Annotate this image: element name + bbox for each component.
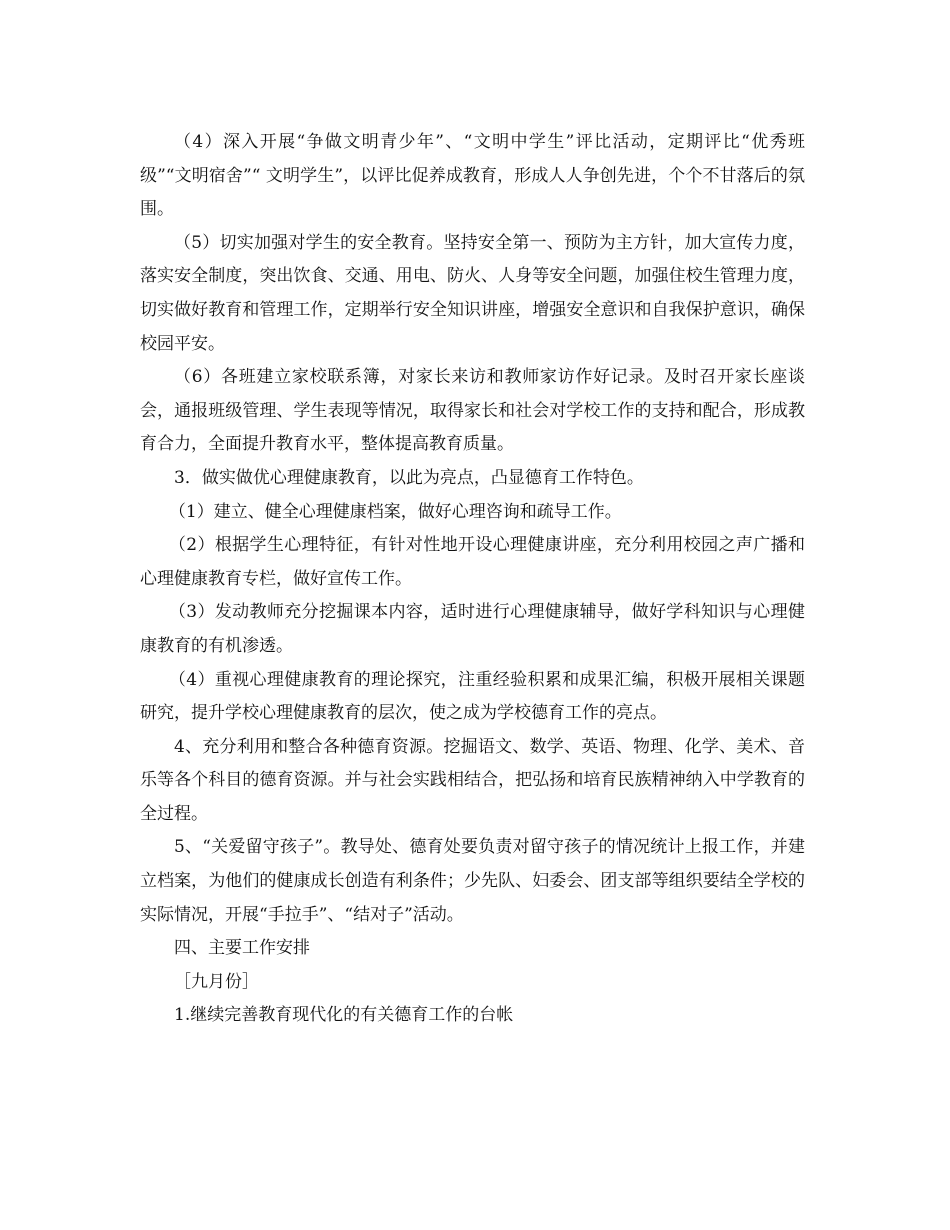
paragraph-teacher-guidance: （3）发动教师充分挖掘课本内容，适时进行心理健康辅导，做好学科知识与心理健康教育的有机渗透。	[140, 602, 805, 656]
heading-mental-health: 3．做实做优心理健康教育，以此为亮点，凸显德育工作特色。	[174, 467, 644, 488]
paragraph-theory-research: （4）重视心理健康教育的理论探究，注重经验积累和成果汇编，积极开展相关课题研究，提升学校心理健康教育的层次，使之成为学校德育工作的亮点。	[140, 669, 805, 724]
document-page	[140, 126, 805, 1033]
paragraph-mental-health-files: （1）建立、健全心理健康档案，做好心理咨询和疏导工作。	[168, 501, 622, 522]
list-item-ledger: 1.继续完善教育现代化的有关德育工作的台帐	[174, 1005, 514, 1026]
paragraph-civilization-appraisal: （4）深入开展“争做文明青少年”、“文明中学生”评比活动，定期评比“优秀班级”“文明宿舍”“ 文明学生”，以评比促养成教育，形成人人争创先进，个个不甘落后的氛围。	[140, 132, 805, 220]
paragraph-home-school-contact: （6）各班建立家校联系簿，对家长来访和教师家访作好记录。及时召开家长座谈会，通报班级管理、学生表现等情况，取得家长和社会对学校工作的支持和配合，形成教育合力，全面提升教育水平，整体提高教育质量。	[140, 367, 805, 455]
paragraph-left-behind-children: 5、“关爱留守孩子”。教导处、德育处要负责对留守孩子的情况统计上报工作，并建立档案，为他们的健康成长创造有利条件；少先队、妇委会、团支部等组织要结全学校的实际情况，开展“手拉手”、“结对子”活动。	[140, 837, 805, 925]
paragraph-safety-education: （5）切实加强对学生的安全教育。坚持安全第一、预防为主方针，加大宣传力度，落实安全制度，突出饮食、交通、用电、防火、人身等安全问题，加强住校生管理力度，切实做好教育和管理工作，定期举行安全知识讲座，增强安全意识和自我保护意识，确保校园平安。	[140, 232, 805, 354]
month-heading-september: ［九月份］	[174, 971, 259, 992]
section-heading-work-schedule: 四、主要工作安排	[174, 938, 310, 959]
paragraph-moral-resources: 4、充分利用和整合各种德育资源。挖掘语文、数学、英语、物理、化学、美术、音乐等各个科目的德育资源。并与社会实践相结合，把弘扬和培育民族精神纳入中学教育的全过程。	[140, 736, 805, 824]
paragraph-mental-health-lectures: （2）根据学生心理特征，有针对性地开设心理健康讲座，充分利用校园之声广播和心理健康教育专栏，做好宣传工作。	[140, 535, 805, 589]
